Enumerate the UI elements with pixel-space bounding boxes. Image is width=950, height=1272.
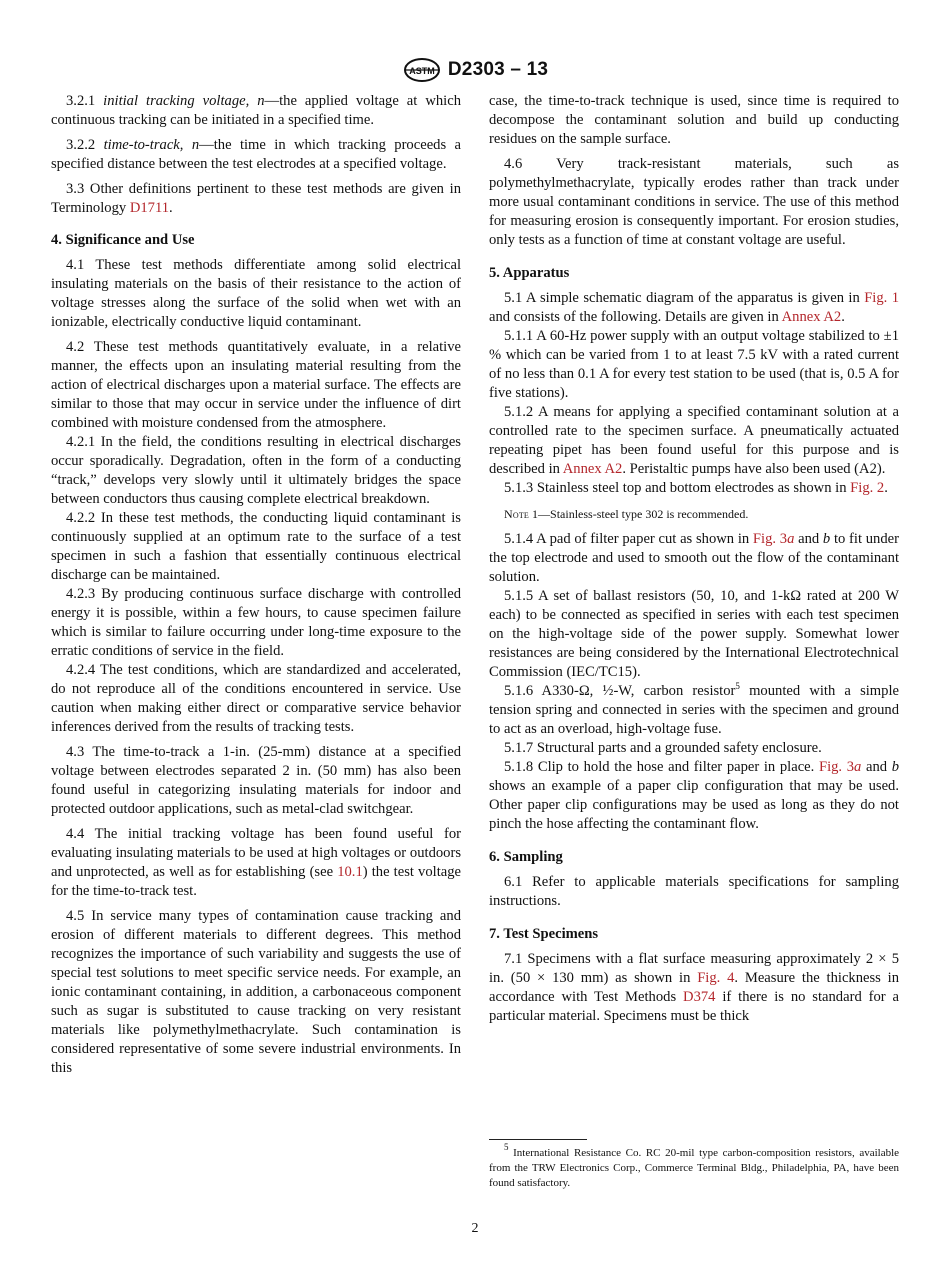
link-fig-3-clip[interactable]: Fig. 3a: [818, 759, 862, 775]
right-column: [489, 92, 899, 1026]
document-designation: D2303 – 13: [447, 59, 549, 80]
para-4-6: polymethylmethacrylate, typically erodes rather than track under more usual contaminant conditions in service. The use of this method for measuring erosion is consequently important. For erosion studies, only tests as a function of time at constant voltage are useful.: [489, 175, 899, 248]
link-fig-3[interactable]: Fig. 3a: [752, 531, 795, 547]
footnote-marker[interactable]: 5: [735, 681, 740, 691]
para-5-1-1: 5.1.1 A 60-Hz power supply with an output voltage stabilized to ±1 % which can be varied from 1 to at least 7.5 kV with a rated current of no less than 0.1 A for every test station to be used (that is, 0.5 A for five stations).: [489, 328, 899, 401]
section-heading-4: 4. Significance and Use: [51, 232, 195, 248]
para-5-1-4: 5.1.4 A pad of filter paper cut as shown in Fig. 3a and b to fit under the top electrode and used to smooth out the flow of the contaminant solution.: [489, 531, 899, 585]
para-4-2-4: 4.2.4 The test conditions, which are standardized and accelerated, do not reproduce all of the conditions encountered in service. Use caution when making either direct or comparative service behavior inferences derived from the results of tracking tests.: [51, 662, 461, 735]
section-heading-6: 6. Sampling: [489, 849, 563, 865]
section-heading-5: 5. Apparatus: [489, 265, 570, 281]
astm-logo-icon: [402, 57, 442, 83]
svg-text:ASTM: ASTM: [409, 66, 435, 76]
para-4-6-first-line: 4.6 Very track-resistant materials, such as: [504, 156, 899, 172]
link-fig-1[interactable]: Fig. 1: [864, 290, 900, 306]
para-4-5-continued: case, the time-to-track technique is used, since time is required to decompose the contaminant solution and build up conducting residues on the sample surface.: [489, 93, 899, 147]
para-3-2-1: 3.2.1 initial tracking voltage, n—the applied voltage at which continuous tracking can be initiated in a specified time.: [51, 93, 461, 128]
page-header: [0, 55, 950, 85]
para-4-2-1: 4.2.1 In the field, the conditions resulting in electrical discharges occur sporadically. Degradation, often in the form of a conducting “track,” develops very slowly until it ultimately bridges the space between conductors thus causing complete electrical breakdown.: [51, 434, 461, 507]
para-5-1-5: 5.1.5 A set of ballast resistors (50, 10, and 1-kΩ rated at 200 W each) to be connected as specified in series with each test specimen on the high-voltage side of the power supply. Somewhat lower resistances are being considered by the International Electrotechnical Commission (IEC/TC15).: [489, 588, 899, 680]
para-7-1: 7.1 Specimens with a flat surface measuring approximately 2 × 5 in. (50 × 130 mm) as shown in Fig. 4. Measure the thickness in accordance with Test Methods D374 if there is no standard for a particular material. Specimens must be thick: [489, 951, 900, 1024]
link-d1711[interactable]: D1711: [129, 200, 170, 216]
para-4-5: 4.5 In service many types of contamination cause tracking and erosion of different materials to different degrees. This method recognizes the importance of such variability and suggests the use of special test solutions to meet specific service needs. For example, an ionic contaminant containing, in addition, a carbonaceous component such as sugar is substituted to cause tracking on very resistant materials like polymethylmethacrylate. Such contamination is considered representative of some severe industrial environments. In this: [51, 908, 461, 1076]
note-1: Note 1—Stainless-steel type 302 is recommended.: [504, 507, 749, 521]
link-fig-2[interactable]: Fig. 2: [850, 480, 885, 496]
para-3-3: 3.3 Other definitions pertinent to these test methods are given in Terminology D1711.: [51, 181, 461, 216]
link-annex-a2[interactable]: Annex A2: [781, 309, 842, 325]
link-annex-a2-2[interactable]: Annex A2: [562, 461, 623, 477]
link-section-10-1[interactable]: 10.1: [337, 864, 363, 880]
link-fig-4[interactable]: Fig. 4: [697, 970, 735, 986]
para-3-2-2: 3.2.2 time-to-track, n—the time in which tracking proceeds a specified distance between the test electrodes at a specified voltage.: [51, 137, 462, 172]
para-5-1-2: 5.1.2 A means for applying a specified contaminant solution at a controlled rate to the specimen surface. A pneumatically actuated repeating pipet has been found useful for this purpose and is described in Annex A2. Peristaltic pumps have also been used (A2).: [489, 404, 899, 477]
para-5-1: 5.1 A simple schematic diagram of the apparatus is given in Fig. 1 and consists of the following. Details are given in Annex A2.: [489, 290, 900, 325]
para-5-1-7: 5.1.7 Structural parts and a grounded safety enclosure.: [504, 740, 822, 756]
para-5-1-6: 5.1.6 A330-Ω, ½-W, carbon resistor$^5$ mounted with a simple tension spring and connected in series with the specimen and ground to act as an overload, high-voltage fuse.: [489, 681, 899, 737]
para-4-1: 4.1 These test methods differentiate among solid electrical insulating materials on the basis of their resistance to the action of voltage stresses along the surface of the solid when wet with an ionizable, electrically conductive liquid contaminant.: [51, 257, 461, 330]
footnote-5: $^5$ International Resistance Co. RC 20-mil type carbon-composition resistors, available from the TRW Electronics Corp., Commerce Terminal Bldg., Philadelphia, PA, have been found satisfactory.: [489, 1142, 900, 1189]
para-4-4: 4.4 The initial tracking voltage has been found useful for evaluating insulating materials to be used at high voltages or outdoors and unprotected, as well as for establishing (see 10.1) the test voltage for the time-to-track test.: [51, 826, 461, 899]
para-5-1-3: 5.1.3 Stainless steel top and bottom electrodes as shown in Fig. 2.: [504, 480, 888, 496]
para-6-1: 6.1 Refer to applicable materials specifications for sampling instructions.: [489, 874, 899, 909]
para-4-2-2: 4.2.2 In these test methods, the conducting liquid contaminant is continuously supplied at an optimum rate to the surface of a test specimen in such a fashion that essentially continuous electrical discharge can be maintained.: [51, 510, 461, 583]
para-4-3: 4.3 The time-to-track a 1-in. (25-mm) distance at a specified voltage between electrodes separated 2 in. (50 mm) has also been found useful in categorizing insulating materials for indoor and protected outdoor applications, such as metal-clad switchgear.: [51, 744, 461, 817]
footnote-divider: [489, 1139, 587, 1140]
para-4-2: 4.2 These test methods quantitatively evaluate, in a relative manner, the effects upon an insulating material resulting from the action of electrical discharges upon a material surface. The effects are similar to those that may occur in service under the influence of dirt combined with moisture condensed from the atmosphere.: [51, 339, 461, 431]
link-d374[interactable]: D374: [683, 989, 716, 1005]
para-4-2-3: 4.2.3 By producing continuous surface discharge with controlled energy it is possible, within a few hours, to cause specimen failure which is similar to failure occurring under long-time exposure to the erratic conditions of service in the field.: [51, 586, 461, 659]
para-5-1-8: 5.1.8 Clip to hold the hose and filter paper in place. Fig. 3a and b shows an example of a paper clip configuration that may be used. Other paper clip configurations may be used as long as they do not pinch the hose affecting the contaminant flow.: [489, 759, 900, 832]
page-number: 2: [471, 1221, 479, 1236]
left-column: [51, 92, 461, 1078]
section-heading-7: 7. Test Specimens: [489, 926, 599, 942]
